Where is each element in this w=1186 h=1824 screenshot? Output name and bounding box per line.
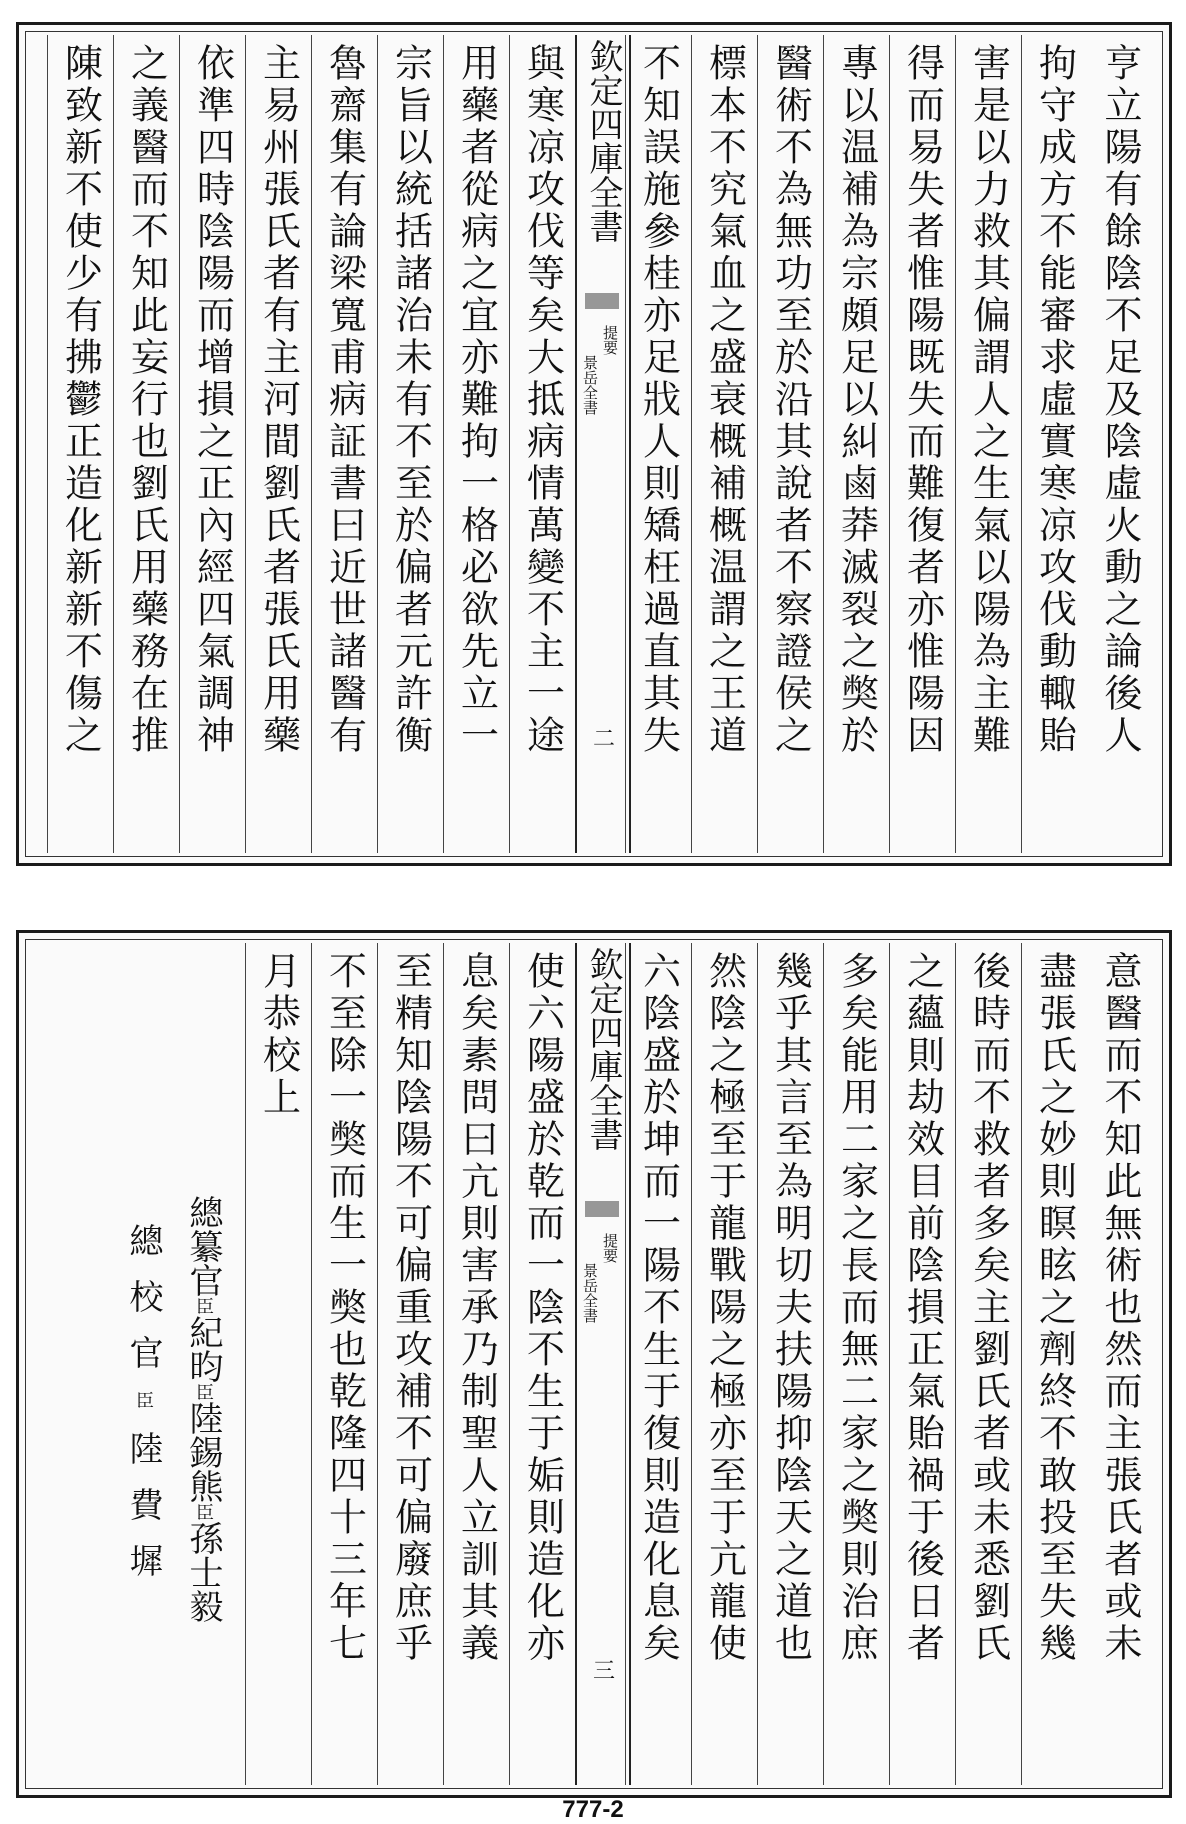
text-column (311, 35, 377, 853)
text-column (179, 35, 245, 853)
column-text: 標本不究氣血之盛衰概補概温謂之王道 (702, 43, 747, 757)
column-text: 不知誤施參桂亦足戕人則矯枉過直其失 (636, 43, 681, 757)
spine-title: 欽定四庫全書 (583, 947, 623, 1151)
text-column (47, 35, 113, 853)
text-column (311, 943, 377, 1785)
text-column (889, 35, 955, 853)
text-column (377, 943, 443, 1785)
column-text: 宗旨以統括諸治未有不至於偏者元許衡 (388, 43, 433, 757)
text-column (509, 943, 575, 1785)
signature-chief-compiler: 總纂官臣紀昀臣陸錫熊臣孫士毅 (183, 1195, 223, 1623)
column-text: 醫術不為無功至於沿其說者不察證侯之 (768, 43, 813, 757)
text-column (245, 35, 311, 853)
column-text: 月恭校上 (256, 951, 301, 1119)
column-text: 依準四時陰陽而增損之正內經四氣調神 (190, 43, 235, 757)
column-text: 專以温補為宗頗足以糾鹵莽滅裂之獘於 (834, 43, 879, 757)
text-column (1087, 35, 1153, 853)
column-text: 之蘊則劫效目前陰損正氣貽禍于後日者 (900, 951, 945, 1665)
leaf-page-1 (16, 22, 1172, 866)
text-column (625, 943, 691, 1785)
text-column (691, 35, 757, 853)
text-column (757, 35, 823, 853)
column-text: 使六陽盛於乾而一陰不生于姤則造化亦 (520, 951, 565, 1665)
column-text: 用藥者從病之宜亦難拘一格必欲先立一 (454, 43, 499, 757)
column-text: 主易州張氏者有主河間劉氏者張氏用藥 (256, 43, 301, 757)
text-column (823, 35, 889, 853)
text-column (691, 943, 757, 1785)
text-column (889, 943, 955, 1785)
page-2-spine (575, 943, 631, 1785)
text-column (1087, 943, 1153, 1785)
column-text: 至精知陰陽不可偏重攻補不可偏廢庶乎 (388, 951, 433, 1665)
page-footer-number: 777-2 (562, 1796, 624, 1823)
text-column (955, 943, 1021, 1785)
spine-page-number: 二 (593, 727, 616, 752)
text-column (509, 35, 575, 853)
column-text: 意醫而不知此無術也然而主張氏者或未 (1098, 951, 1142, 1665)
column-text: 之義醫而不知此妄行也劉氏用藥務在推 (124, 43, 169, 757)
column-text: 得而易失者惟陽既失而難復者亦惟陽因 (900, 43, 945, 757)
leaf-page-2 (16, 930, 1172, 1798)
text-column (1021, 943, 1087, 1785)
column-text: 息矣素問曰亢則害承乃制聖人立訓其義 (454, 951, 499, 1665)
text-column (113, 35, 179, 853)
spine-section: 提要 (601, 1233, 619, 1263)
spine-fish-tail-mark (585, 1201, 619, 1217)
text-column (823, 943, 889, 1785)
spine-section: 提要 (601, 325, 619, 355)
column-text: 多矣能用二家之長而無二家之獘則治庶 (834, 951, 879, 1665)
column-text: 後時而不救者多矣主劉氏者或未悉劉氏 (966, 951, 1011, 1665)
text-column (443, 943, 509, 1785)
column-text: 魯齋集有論梁寬甫病証書曰近世諸醫有 (322, 43, 367, 757)
text-column (1021, 35, 1087, 853)
column-text: 亨立陽有餘陰不足及陰虛火動之論後人 (1098, 43, 1142, 757)
spine-fish-tail-mark (585, 293, 619, 309)
spine-title: 欽定四庫全書 (583, 39, 623, 243)
column-text: 六陰盛於坤而一陽不生于復則造化息矣 (636, 951, 681, 1665)
page-1-spine (575, 35, 631, 853)
column-text: 拘守成方不能審求虛實寒凉攻伐動輙貽 (1032, 43, 1077, 757)
text-column (443, 35, 509, 853)
spine-book: 景岳全書 (581, 1263, 599, 1323)
column-text: 與寒凉攻伐等矣大抵病情萬變不主一途 (520, 43, 565, 757)
text-column (377, 35, 443, 853)
column-text: 然陰之極至于龍戰陽之極亦至于亢龍使 (702, 951, 747, 1665)
text-column (955, 35, 1021, 853)
spine-page-number: 三 (593, 1659, 616, 1684)
spine-book: 景岳全書 (581, 355, 599, 415)
text-column (625, 35, 691, 853)
column-text: 幾乎其言至為明切夫扶陽抑陰天之道也 (768, 951, 813, 1665)
text-column (245, 943, 311, 1785)
column-text: 害是以力救其偏謂人之生氣以陽為主難 (966, 43, 1011, 757)
text-column (757, 943, 823, 1785)
column-text: 陳致新不使少有拂鬱正造化新新不傷之 (58, 43, 103, 757)
column-text: 盡張氏之妙則瞑眩之劑終不敢投至失幾 (1032, 951, 1077, 1665)
signature-chief-proofreader: 總校官臣陸費墀 (123, 1223, 163, 1599)
column-text: 不至除一獘而生一獘也乾隆四十三年七 (322, 951, 367, 1665)
